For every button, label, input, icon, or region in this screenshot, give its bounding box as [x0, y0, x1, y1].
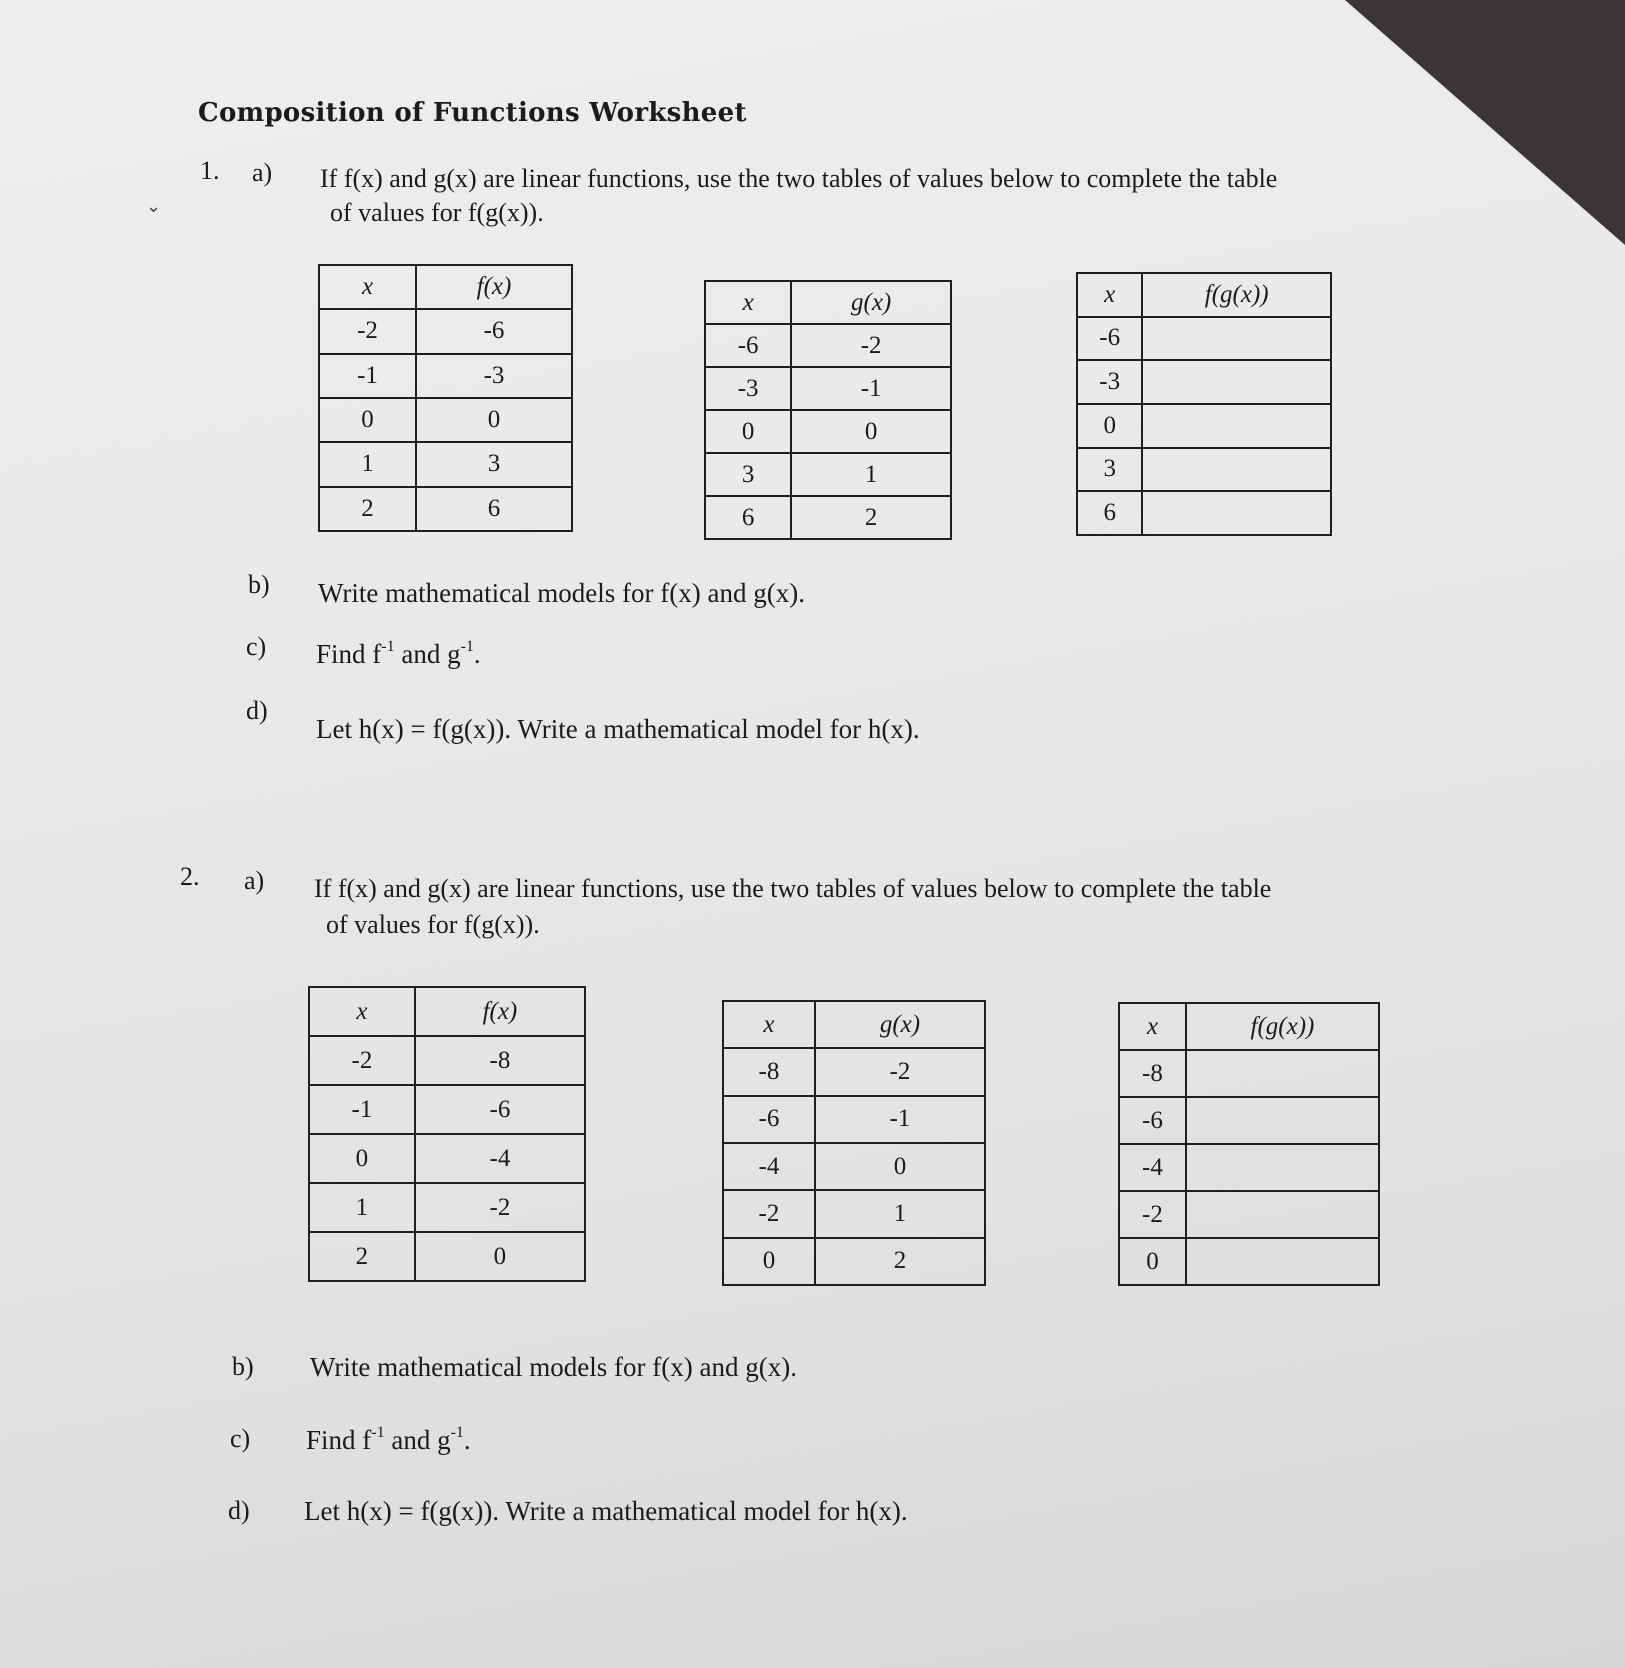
- table-cell-x: 0: [319, 398, 416, 442]
- table-cell-x: -2: [309, 1036, 415, 1085]
- problem-2-d-text: Let h(x) = f(g(x)). Write a mathematical model for h(x).: [304, 1496, 908, 1526]
- table-cell-value: -6: [416, 309, 572, 353]
- table-cell-x: 6: [705, 496, 791, 539]
- table-row: [723, 1143, 985, 1190]
- problem-1-c-and: and g: [401, 639, 461, 669]
- table-cell-x: -2: [723, 1190, 815, 1237]
- table-row: [319, 354, 572, 398]
- table-cell-x: 0: [705, 410, 791, 453]
- column-header-function: f(x): [415, 987, 585, 1036]
- column-header-x: x: [1077, 273, 1142, 317]
- table-row: [705, 410, 951, 453]
- problem-2-number: 2.: [180, 862, 200, 891]
- table-row: [1077, 491, 1331, 535]
- table-cell-value: 0: [415, 1232, 585, 1281]
- problem-2-f-table: [308, 986, 586, 1282]
- table-row: [705, 367, 951, 410]
- table-cell-value: 0: [416, 398, 572, 442]
- table-cell-x: 0: [723, 1238, 815, 1285]
- table-row: [309, 1134, 585, 1183]
- table-cell-x: 2: [319, 487, 416, 531]
- table-row: [1077, 448, 1331, 492]
- table-row: [1119, 1191, 1379, 1238]
- table-header-row: [1119, 1003, 1379, 1050]
- table-row: [705, 496, 951, 539]
- table-cell-value: -1: [815, 1096, 985, 1143]
- problem-2-c-find: Find f: [306, 1425, 372, 1455]
- table-cell-value: -3: [416, 354, 572, 398]
- table-cell-x: -8: [1119, 1050, 1186, 1097]
- problem-1-c-end: .: [473, 639, 481, 669]
- table-cell-x: -6: [1077, 317, 1142, 361]
- table-cell-x: -8: [723, 1048, 815, 1095]
- problem-2-c-end: .: [463, 1425, 471, 1455]
- table-cell-x: 3: [705, 453, 791, 496]
- table-cell-x: 6: [1077, 491, 1142, 535]
- table-cell-value: -1: [791, 367, 951, 410]
- problem-1-f-table: [318, 264, 573, 532]
- problem-1-c-f-sup: -1: [381, 638, 395, 655]
- problem-2-g-table: [722, 1000, 986, 1286]
- problem-1-a-text-line2: of values for f(g(x)).: [330, 198, 544, 227]
- problem-1-c-text: [316, 638, 481, 670]
- table-cell-blank: [1186, 1050, 1379, 1097]
- table-row: [319, 442, 572, 486]
- table-cell-x: -6: [705, 324, 791, 367]
- table-cell-blank: [1142, 317, 1331, 361]
- problem-2-c-text: [306, 1424, 471, 1456]
- table-cell-value: 0: [815, 1143, 985, 1190]
- table-cell-value: -6: [415, 1085, 585, 1134]
- problem-1-c-label: c): [246, 632, 267, 661]
- table-cell-blank: [1142, 404, 1331, 448]
- table-row: [1119, 1050, 1379, 1097]
- table-cell-x: 0: [1119, 1238, 1186, 1285]
- table-row: [723, 1048, 985, 1095]
- table-cell-x: 1: [309, 1183, 415, 1232]
- table-row: [705, 453, 951, 496]
- table-cell-value: -8: [415, 1036, 585, 1085]
- table-cell-value: -4: [415, 1134, 585, 1183]
- table-row: [1077, 317, 1331, 361]
- table-cell-x: 1: [319, 442, 416, 486]
- table-cell-value: 1: [791, 453, 951, 496]
- table-cell-x: -6: [1119, 1097, 1186, 1144]
- table-cell-value: -2: [415, 1183, 585, 1232]
- problem-1-fg-table: [1076, 272, 1332, 536]
- table-cell-blank: [1186, 1191, 1379, 1238]
- table-cell-value: 2: [815, 1238, 985, 1285]
- table-cell-value: 3: [416, 442, 572, 486]
- table-cell-x: -3: [1077, 360, 1142, 404]
- table-cell-x: -1: [319, 354, 416, 398]
- table-cell-x: -2: [1119, 1191, 1186, 1238]
- table-cell-value: 2: [791, 496, 951, 539]
- worksheet-title: Composition of Functions Worksheet: [198, 98, 747, 128]
- column-header-x: x: [319, 265, 416, 309]
- problem-2-fg-table: [1118, 1002, 1380, 1286]
- column-header-x: x: [1119, 1003, 1186, 1050]
- table-row: [319, 309, 572, 353]
- table-cell-x: -1: [309, 1085, 415, 1134]
- table-row: [309, 1183, 585, 1232]
- table-row: [723, 1238, 985, 1285]
- table-row: [1077, 404, 1331, 448]
- problem-1-a-text-line1: If f(x) and g(x) are linear functions, use the two tables of values below to complete the table: [320, 164, 1278, 193]
- table-cell-value: -2: [815, 1048, 985, 1095]
- table-cell-blank: [1142, 360, 1331, 404]
- table-row: [723, 1096, 985, 1143]
- table-cell-x: -4: [723, 1143, 815, 1190]
- problem-1-b-text: Write mathematical models for f(x) and g(x).: [318, 578, 805, 608]
- problem-2-c-and: and g: [391, 1425, 451, 1455]
- table-cell-x: -4: [1119, 1144, 1186, 1191]
- table-cell-value: 0: [791, 410, 951, 453]
- problem-1-c-find: Find f: [316, 639, 382, 669]
- table-header-row: [723, 1001, 985, 1048]
- column-header-function: g(x): [791, 281, 951, 324]
- table-header-row: [705, 281, 951, 324]
- table-row: [705, 324, 951, 367]
- problem-2-c-g-sup: -1: [450, 1424, 464, 1441]
- problem-1-d-label: d): [246, 696, 268, 725]
- problem-2-d-label: d): [228, 1496, 250, 1525]
- table-cell-x: -2: [319, 309, 416, 353]
- dark-background-corner: [1345, 0, 1625, 245]
- table-row: [319, 487, 572, 531]
- table-header-row: [319, 265, 572, 309]
- problem-2-b-text: Write mathematical models for f(x) and g(x).: [310, 1352, 797, 1382]
- problem-2-a-text-line2: of values for f(g(x)).: [326, 910, 540, 939]
- column-header-x: x: [309, 987, 415, 1036]
- problem-1-a-label: a): [252, 158, 273, 187]
- table-header-row: [1077, 273, 1331, 317]
- column-header-function: f(g(x)): [1142, 273, 1331, 317]
- table-row: [1119, 1097, 1379, 1144]
- table-cell-x: 0: [309, 1134, 415, 1183]
- problem-1-number: 1.: [200, 156, 220, 185]
- table-cell-blank: [1186, 1238, 1379, 1285]
- table-cell-blank: [1142, 448, 1331, 492]
- table-row: [1119, 1144, 1379, 1191]
- table-row: [1077, 360, 1331, 404]
- table-header-row: [309, 987, 585, 1036]
- problem-2-a-label: a): [244, 866, 265, 895]
- table-cell-blank: [1186, 1144, 1379, 1191]
- table-cell-x: 2: [309, 1232, 415, 1281]
- problem-2-c-f-sup: -1: [371, 1424, 385, 1441]
- table-row: [319, 398, 572, 442]
- column-header-function: g(x): [815, 1001, 985, 1048]
- table-cell-value: 6: [416, 487, 572, 531]
- column-header-function: f(x): [416, 265, 572, 309]
- table-row: [309, 1036, 585, 1085]
- table-row: [309, 1085, 585, 1134]
- table-cell-x: -6: [723, 1096, 815, 1143]
- table-cell-value: 1: [815, 1190, 985, 1237]
- table-cell-x: -3: [705, 367, 791, 410]
- problem-1-g-table: [704, 280, 952, 540]
- column-header-x: x: [723, 1001, 815, 1048]
- problem-1-d-text: Let h(x) = f(g(x)). Write a mathematical model for h(x).: [316, 714, 920, 744]
- column-header-x: x: [705, 281, 791, 324]
- table-row: [309, 1232, 585, 1281]
- problem-1-b-label: b): [248, 570, 270, 599]
- pen-mark-icon: ⌄: [146, 196, 162, 216]
- problem-2-b-label: b): [232, 1352, 254, 1381]
- table-cell-blank: [1186, 1097, 1379, 1144]
- table-cell-x: 3: [1077, 448, 1142, 492]
- table-row: [723, 1190, 985, 1237]
- table-cell-x: 0: [1077, 404, 1142, 448]
- table-row: [1119, 1238, 1379, 1285]
- table-cell-blank: [1142, 491, 1331, 535]
- problem-2-c-label: c): [230, 1424, 251, 1453]
- table-cell-value: -2: [791, 324, 951, 367]
- column-header-function: f(g(x)): [1186, 1003, 1379, 1050]
- problem-1-c-g-sup: -1: [460, 638, 474, 655]
- problem-2-a-text-line1: If f(x) and g(x) are linear functions, use the two tables of values below to complete the table: [314, 874, 1272, 903]
